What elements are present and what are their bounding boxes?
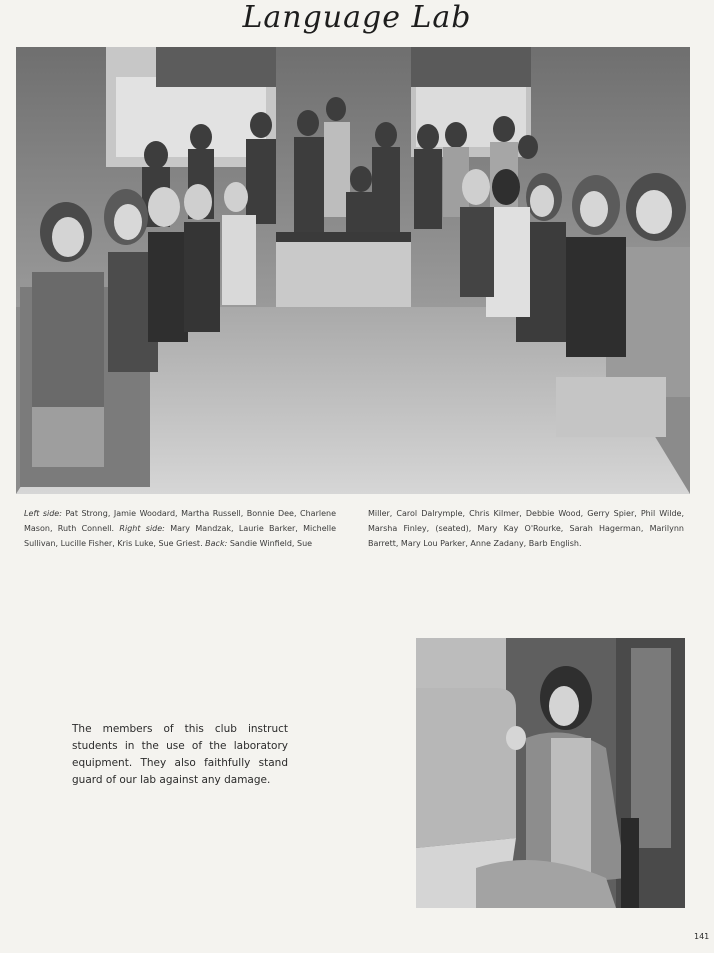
photo-caption-left	[24, 506, 336, 551]
caption-label-back: Back:	[205, 539, 228, 548]
club-description: The members of this club instruct students in the use of the laboratory equipment. They also faithfully stand guard of our lab against any damage.	[72, 723, 288, 786]
page-number: 141	[694, 932, 710, 941]
caption-label-left: Left side:	[24, 509, 62, 518]
booth-photo	[416, 638, 685, 908]
page-title: Language Lab	[242, 0, 472, 35]
caption-names-left: Pat Strong, Jamie Woodard, Martha Russell, Bonnie Dee, Charlene Mason, Ruth Connell.	[24, 509, 337, 533]
caption-names-right: Mary Mandzak, Laurie Barker, Michelle Sullivan, Lucille Fisher, Kris Luke, Sue Griest.	[24, 524, 337, 548]
caption-label-right: Right side:	[119, 524, 165, 533]
group-photo	[16, 47, 690, 494]
photo-caption-right: Miller, Carol Dalrymple, Chris Kilmer, Debbie Wood, Gerry Spier, Phil Wilde, Marsha Finley, (seated), Mary Kay O'Rourke, Sarah Hagerman, Marilynn Barrett, Mary Lou Parker, Anne Zadany, Barb English.	[368, 509, 684, 548]
caption-names-back: Sandie Winfield, Sue	[229, 539, 313, 548]
